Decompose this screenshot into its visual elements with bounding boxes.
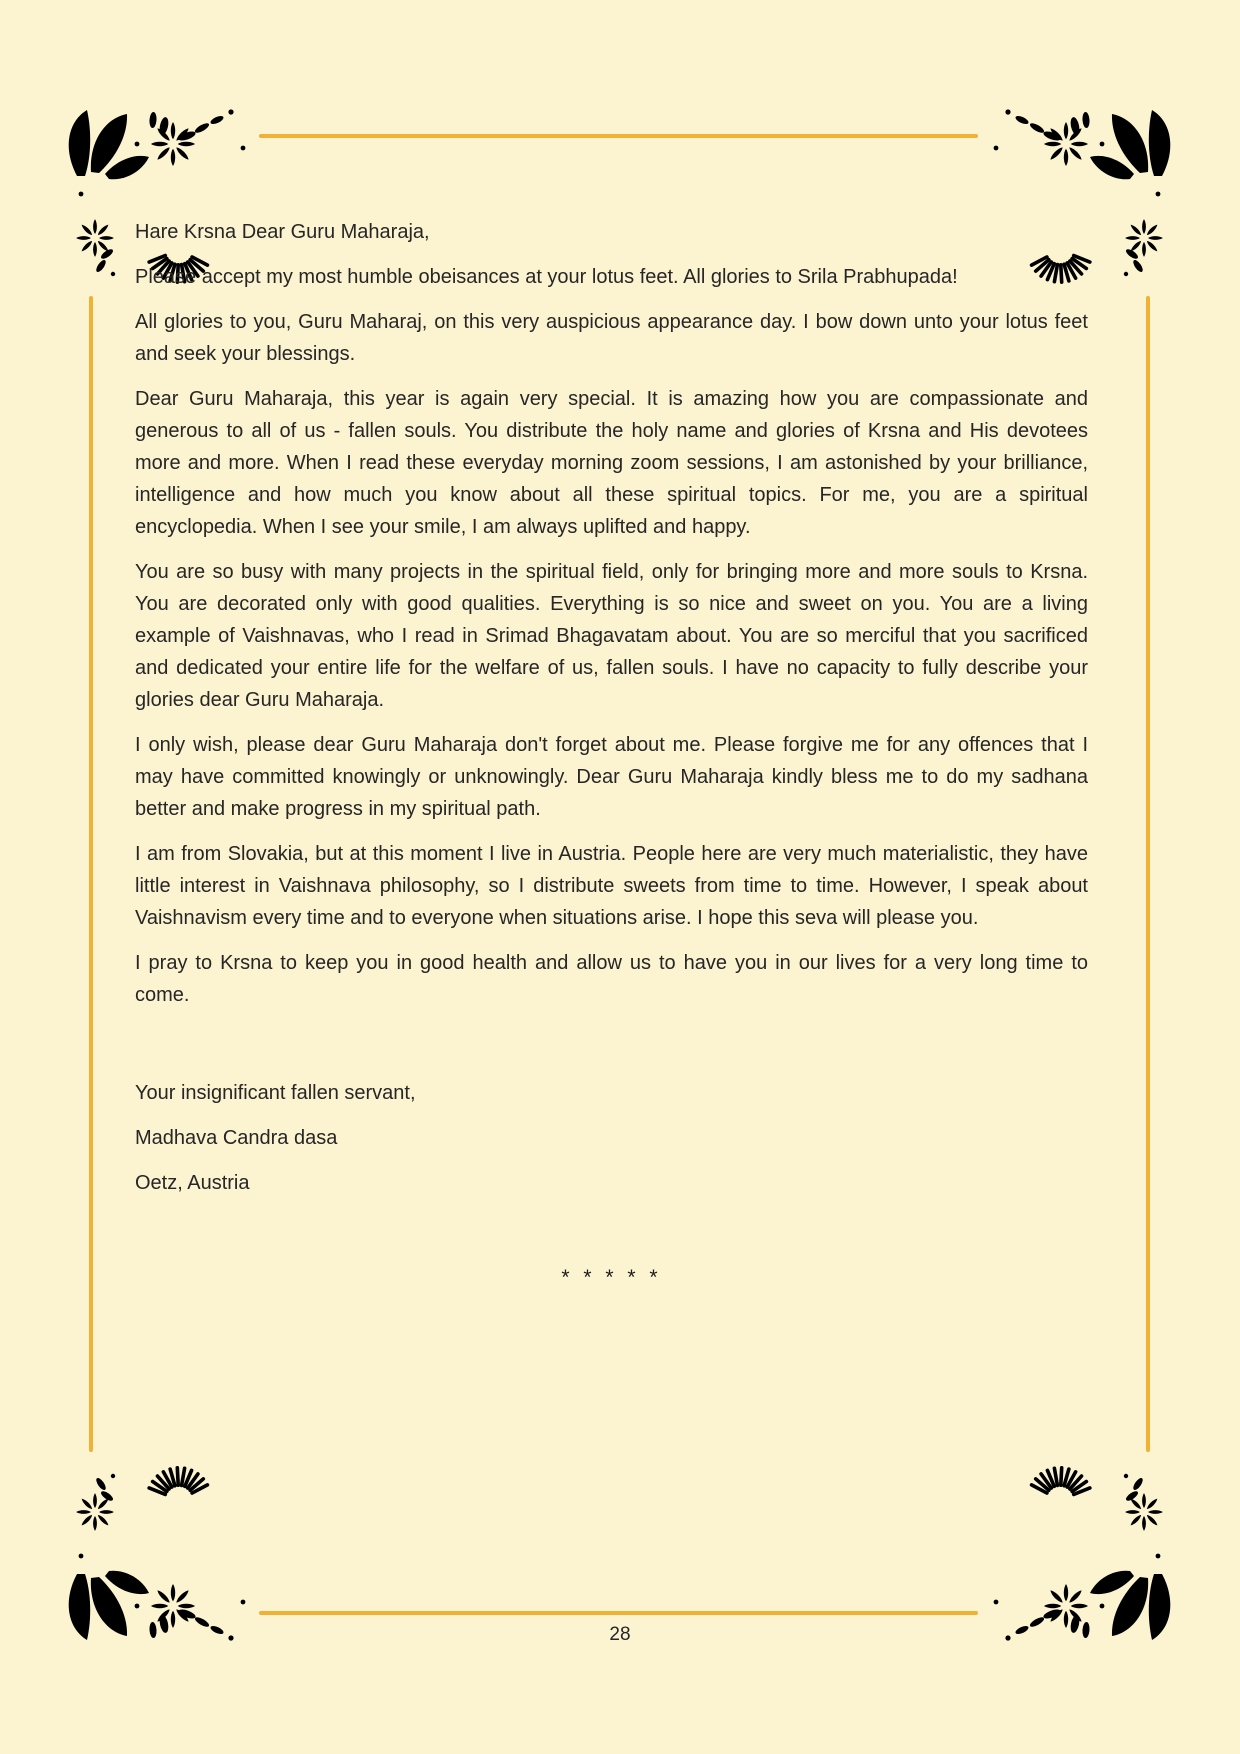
page-number: 28 bbox=[609, 1624, 631, 1645]
signature-name: Madhava Candra dasa bbox=[135, 1127, 338, 1149]
letter-paragraph: Please accept my most humble obeisances at your lotus feet. All glories to Srila Prabhupada! bbox=[135, 266, 958, 288]
letter-closing bbox=[135, 1077, 1088, 1199]
signature-place: Oetz, Austria bbox=[135, 1172, 250, 1194]
floral-corner-ornament-bottom-left-icon bbox=[61, 1452, 261, 1652]
frame-line-top bbox=[259, 134, 978, 138]
letter-paragraph: I am from Slovakia, but at this moment I live in Austria. People here are very much materialistic, they have little interest in Vaishnava philosophy, so I distribute sweets from time to time. However, I speak about Vaishnavism every time and to everyone when situations arise. I hope this seva will please you. bbox=[135, 843, 1088, 929]
letter-paragraph: I pray to Krsna to keep you in good health and allow us to have you in our lives for a very long time to come. bbox=[135, 952, 1088, 1006]
letter-body bbox=[135, 203, 1088, 1294]
letter-salutation: Hare Krsna Dear Guru Maharaja, bbox=[135, 221, 430, 243]
letter-paragraph: Dear Guru Maharaja, this year is again very special. It is amazing how you are compassionate and generous to all of us - fallen souls. You distribute the holy name and glories of Krsna and His devotees more and more. When I read these everyday morning zoom sessions, I am astonished by your brilliance, intelligence and how much you know about all these spiritual topics. For me, you are a spiritual encyclopedia. When I see your smile, I am always uplifted and happy. bbox=[135, 388, 1088, 538]
letter-paragraph: You are so busy with many projects in the spiritual field, only for bringing more and more souls to Krsna. You are decorated only with good qualities. Everything is so nice and sweet on you. You are a living example of Vaishnavas, who I read in Srimad Bhagavatam about. You are so merciful that you sacrificed and dedicated your entire life for the welfare of us, fallen souls. I have no capacity to fully describe your glories dear Guru Maharaja. bbox=[135, 561, 1088, 711]
frame-line-left bbox=[89, 296, 93, 1452]
closing-line: Your insignificant fallen servant, bbox=[135, 1082, 416, 1104]
floral-corner-ornament-bottom-right-icon bbox=[978, 1452, 1178, 1652]
letter-paragraph: All glories to you, Guru Maharaj, on this very auspicious appearance day. I bow down unto your lotus feet and seek your blessings. bbox=[135, 311, 1088, 365]
letter-paragraph: I only wish, please dear Guru Maharaja don't forget about me. Please forgive me for any offences that I may have committed knowingly or unknowingly. Dear Guru Maharaja kindly bless me to do my sadhana better and make progress in my spiritual path. bbox=[135, 734, 1088, 820]
asterisk-separator: * * * * * bbox=[561, 1266, 662, 1289]
frame-line-right bbox=[1146, 296, 1150, 1452]
frame-line-bottom bbox=[259, 1611, 978, 1615]
